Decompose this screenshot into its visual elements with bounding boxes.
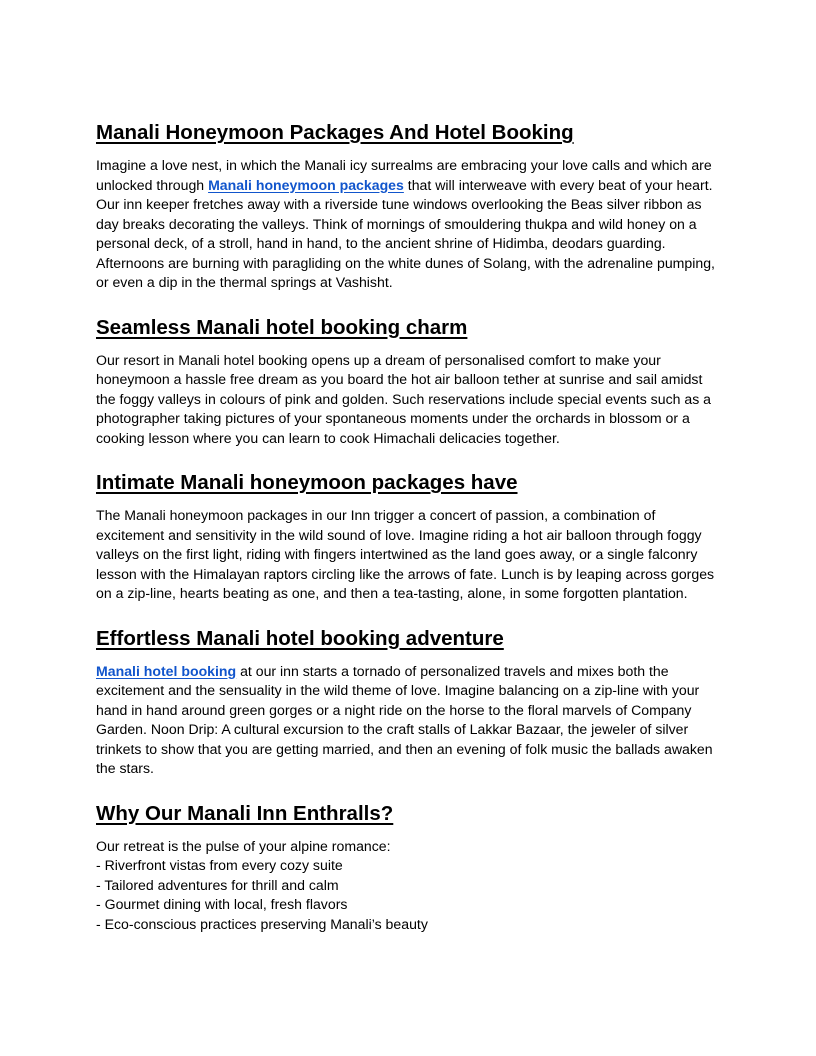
list-item: - Riverfront vistas from every cozy suite [96, 857, 343, 873]
paragraph-text-after: at our inn starts a tornado of personalized travels and mixes both the excitement and the sensuality in the wild theme of love. Imagine balancing on a zip-line with your hand in hand around green gorges or a night ride on the horse to the floral marvels of Company Garden. Noon Drip: A cultural excursion to the craft stalls of Lakkar Bazaar, the jeweler of silver trinkets to show that you are getting married, and then an evening of folk music the ballads awaken the stars. [96, 662, 713, 776]
section-heading: Intimate Manali honeymoon packages have [96, 471, 518, 494]
section-heading: Seamless Manali hotel booking charm [96, 315, 468, 339]
section-paragraph [96, 662, 720, 779]
list-item: - Gourmet dining with local, fresh flavors [96, 896, 348, 912]
section-hotel-booking-charm [96, 313, 720, 449]
section-paragraph: Our resort in Manali hotel booking opens up a dream of personalised comfort to make your honeymoon a hassle free dream as you board the hot air balloon tether at sunrise and sail amidst the foggy valleys in colours of pink and golden. Such reservations include special events such as a photographer taking pictures of your spontaneous moments under the orchards in blossom or a cooking lesson where you can learn to cook Himachali delicacies together. [96, 351, 712, 446]
section-heading: Manali Honeymoon Packages And Hotel Booking [96, 121, 574, 144]
section-intro: Our retreat is the pulse of your alpine romance: [96, 837, 391, 854]
section-honeymoon-packages [96, 118, 720, 293]
section-heading: Effortless Manali hotel booking adventure [96, 626, 504, 650]
section-why-our-inn [96, 799, 720, 935]
section-heading: Why Our Manali Inn Enthralls? [96, 801, 394, 825]
hotel-booking-link[interactable]: Manali hotel booking [96, 662, 237, 679]
document-page [96, 118, 720, 954]
section-booking-adventure [96, 624, 720, 779]
list-item: - Eco-conscious practices preserving Manali’s beauty [96, 915, 428, 932]
honeymoon-packages-link[interactable]: Manali honeymoon packages [208, 176, 404, 193]
list-item: - Tailored adventures for thrill and calm [96, 876, 339, 893]
paragraph-text-before: Imagine a love nest, in which the Manali icy surrealms are embracing your love calls and which are unlocked through [96, 157, 712, 193]
section-paragraph [96, 156, 720, 293]
section-intimate-packages [96, 468, 720, 604]
paragraph-text-after: that will interweave with every beat of your heart. Our inn keeper fretches away with a riverside tune windows overlooking the Beas silver ribbon as day breaks decorating the valleys. Think of mornings of smouldering thukpa and wild honey on a personal deck, of a stroll, hand in hand, to the ancient shrine of Hidimba, deodars guarding. Afternoons are burning with paragliding on the white dunes of Solang, with the adrenaline pumping, or even a dip in the thermal springs at Vashisht. [96, 176, 715, 290]
section-paragraph: The Manali honeymoon packages in our Inn trigger a concert of passion, a combination of excitement and sensitivity in the wild sound of love. Imagine riding a hot air balloon through foggy valleys on the first light, riding with fingers intertwined as the land goes away, or a single falconry lesson with the Himalayan raptors circling like the arrows of fate. Lunch is by leaping across gorges on a zip-line, hearts beating as one, and then a tea-tasting, alone, in some forgotten plantation. [96, 507, 715, 601]
